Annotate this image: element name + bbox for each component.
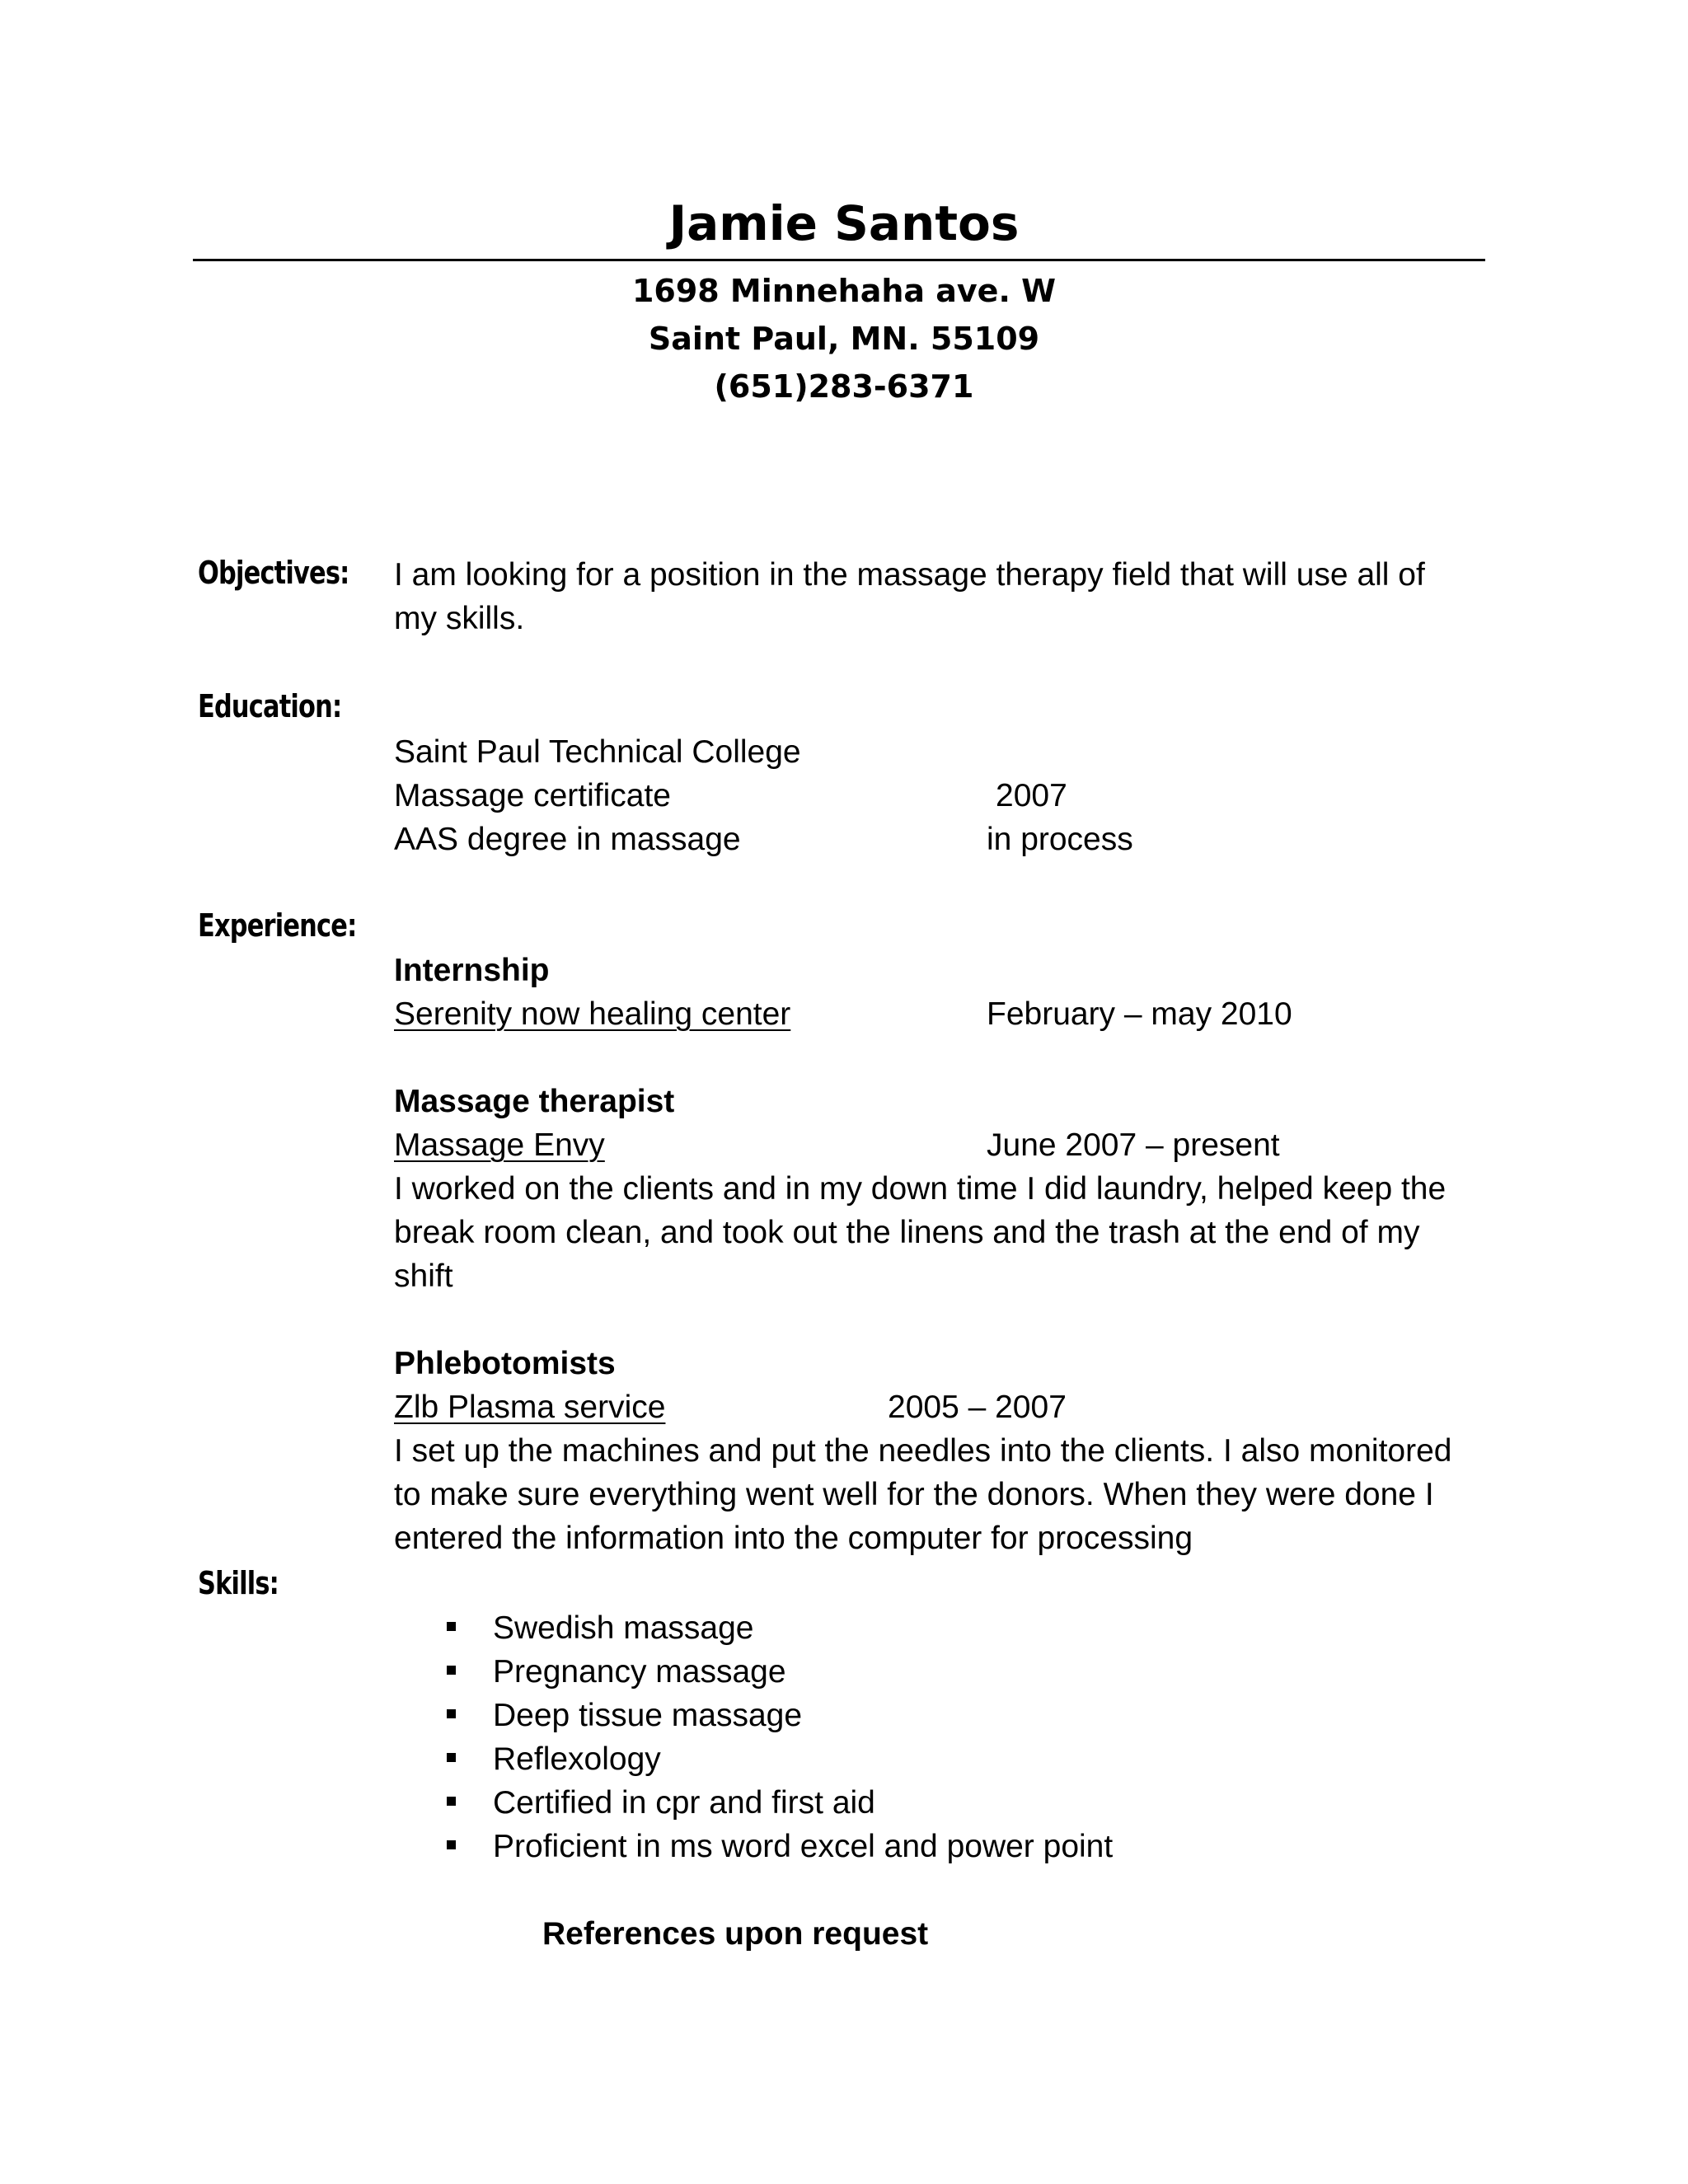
objective-line-1: I am looking for a position in the massage therapy field that will use all of: [394, 557, 1425, 593]
job-description-line: entered the information into the computer for processing: [394, 1521, 1193, 1556]
bullet-icon: [447, 1666, 456, 1675]
job-description-line: to make sure everything went well for the donors. When they were done I: [394, 1477, 1434, 1512]
skills-heading: Skills:: [198, 1565, 279, 1601]
address-line-1: 1698 Minnehaha ave. W: [631, 273, 1057, 309]
job-title: Massage therapist: [394, 1084, 675, 1119]
job-dates: June 2007 – present: [987, 1127, 1280, 1163]
bullet-icon: [447, 1622, 456, 1631]
skill-item: Swedish massage: [493, 1610, 754, 1646]
job-employer: Serenity now healing center: [394, 996, 791, 1032]
job-description-line: I set up the machines and put the needles into the clients. I also monitored: [394, 1433, 1452, 1469]
job-title: Phlebotomists: [394, 1346, 616, 1381]
header-rule: [193, 259, 1485, 261]
bullet-icon: [447, 1709, 456, 1718]
objectives-heading: Objectives:: [198, 555, 349, 591]
skill-item: Proficient in ms word excel and power point: [493, 1829, 1114, 1864]
bullet-icon: [447, 1840, 456, 1849]
applicant-name: Jamie Santos: [668, 195, 1020, 251]
references-note: References upon request: [542, 1916, 929, 1952]
address-line-2: Saint Paul, MN. 55109: [648, 321, 1040, 357]
job-employer: Massage Envy: [394, 1127, 605, 1163]
job-employer: Zlb Plasma service: [394, 1390, 666, 1425]
job-dates: 2005 – 2007: [888, 1390, 1067, 1425]
education-item-label: AAS degree in massage: [394, 822, 741, 857]
bullet-icon: [447, 1753, 456, 1762]
phone-number: (651)283-6371: [714, 368, 974, 405]
job-description-line: I worked on the clients and in my down time I did laundry, helped keep the: [394, 1171, 1447, 1207]
job-dates: February – may 2010: [987, 996, 1292, 1032]
skill-item: Pregnancy massage: [493, 1654, 786, 1690]
skill-item: Deep tissue massage: [493, 1698, 803, 1733]
education-item-date: in process: [987, 822, 1133, 857]
experience-heading: Experience:: [198, 907, 357, 944]
job-description-line: break room clean, and took out the linens and the trash at the end of my: [394, 1215, 1420, 1250]
bullet-icon: [447, 1797, 456, 1806]
job-title: Internship: [394, 953, 550, 988]
job-description-line: shift: [394, 1258, 453, 1294]
objective-line-2: my skills.: [394, 601, 525, 636]
education-heading: Education:: [198, 688, 342, 724]
education-item-label: Massage certificate: [394, 778, 671, 813]
education-school: Saint Paul Technical College: [394, 734, 801, 770]
education-item-date: 2007: [996, 778, 1067, 813]
skill-item: Certified in cpr and first aid: [493, 1785, 875, 1821]
skill-item: Reflexology: [493, 1741, 661, 1777]
